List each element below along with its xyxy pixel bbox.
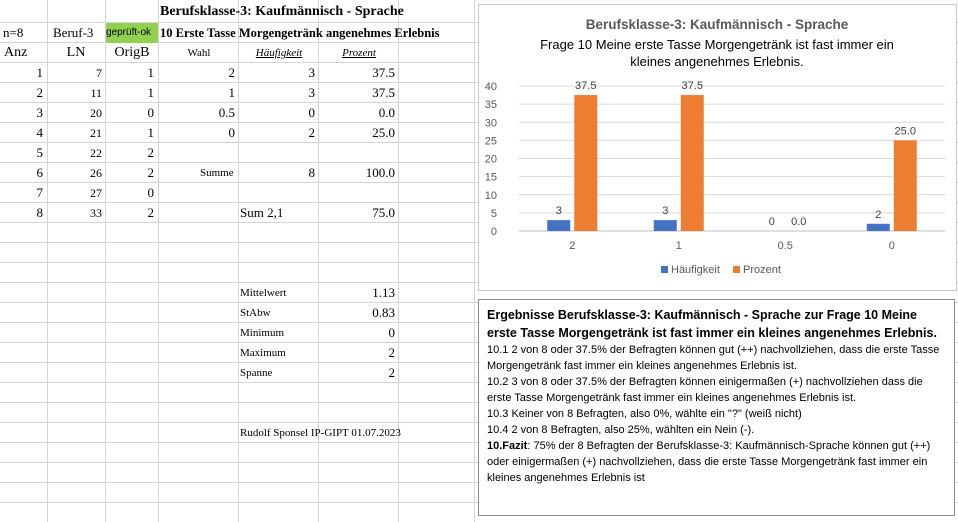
row-ln-cell[interactable]: 11 — [90, 86, 102, 100]
legend-label: Häufigkeit — [671, 264, 720, 276]
freq-wahl[interactable]: 0.5 — [218, 105, 235, 120]
row-anz-cell[interactable]: 7 — [36, 185, 43, 200]
freq-haeufigkeit[interactable]: 2 — [308, 125, 315, 140]
row-origb-cell[interactable]: 2 — [147, 165, 154, 180]
stat-value[interactable]: 2 — [388, 345, 395, 360]
stat-label[interactable]: Mittelwert — [240, 287, 287, 299]
y-tick-label: 40 — [484, 81, 497, 93]
stat-value[interactable]: 0.83 — [372, 305, 395, 320]
results-line: 10.1 2 von 8 oder 37.5% der Befragten können gut (++) nachvollziehen, dass die erste Tasse Morgengetränk fast immer ein kleines angenehmes Erlebnis ist. — [487, 344, 940, 372]
summe-label[interactable]: Summe — [200, 167, 234, 179]
summe-value[interactable]: 8 — [308, 165, 315, 180]
y-tick-label: 35 — [484, 99, 497, 112]
row-ln-cell[interactable]: 22 — [90, 146, 102, 160]
row-origb-cell[interactable]: 0 — [147, 105, 154, 120]
row-origb-cell[interactable]: 1 — [147, 85, 154, 100]
bar-chart — [479, 5, 956, 290]
row-origb-cell[interactable]: 1 — [147, 125, 154, 140]
row-anz-cell[interactable]: 1 — [36, 65, 43, 80]
chart-bars — [547, 80, 917, 231]
row-ln-cell[interactable]: 26 — [90, 166, 102, 180]
row-ln-cell[interactable]: 21 — [90, 126, 102, 140]
legend-swatch — [733, 266, 740, 273]
x-tick-label: 0 — [888, 240, 895, 252]
freq-wahl[interactable]: 1 — [228, 85, 235, 100]
x-tick-label: 2 — [569, 240, 576, 252]
bar-prozent — [681, 95, 704, 231]
freq-wahl[interactable]: 2 — [228, 65, 235, 80]
checked-badge[interactable]: geprüft-ok — [106, 23, 158, 43]
results-line: 10.3 Keiner von 8 Befragten, also 0%, wählte ein "?" (weiß nicht) — [487, 408, 802, 420]
row-ln-cell[interactable]: 7 — [96, 66, 102, 80]
row-origb-cell[interactable]: 2 — [147, 205, 154, 220]
bar-prozent — [574, 95, 597, 231]
chart-subtitle-line: kleines angenehmes Erlebnis. — [630, 54, 804, 69]
sum21-label[interactable]: Sum 2,1 — [240, 205, 284, 220]
bar-data-label: 0.0 — [791, 216, 807, 228]
chart-x-axis — [569, 240, 895, 252]
row-origb-cell[interactable]: 2 — [147, 145, 154, 160]
row-origb-cell[interactable]: 0 — [147, 185, 154, 200]
row-anz-cell[interactable]: 3 — [36, 105, 43, 120]
sum21-value[interactable]: 75.0 — [372, 205, 395, 220]
bar-haeufigkeit — [654, 220, 677, 231]
y-tick-label: 15 — [484, 171, 497, 184]
bar-data-label: 0 — [768, 216, 775, 228]
bar-prozent — [894, 140, 917, 231]
chart-title: Berufsklasse-3: Kaufmännisch - Sprache — [585, 17, 849, 32]
row-anz-cell[interactable]: 2 — [36, 85, 43, 100]
freq-prozent[interactable]: 37.5 — [372, 65, 395, 80]
chart-panel[interactable] — [478, 4, 957, 291]
y-tick-label: 0 — [490, 226, 497, 238]
stat-label[interactable]: Spanne — [240, 367, 273, 379]
row-ln-cell[interactable]: 27 — [90, 186, 102, 200]
row-ln-cell[interactable]: 33 — [90, 206, 102, 220]
row-anz-cell[interactable]: 5 — [36, 145, 43, 160]
y-tick-label: 5 — [490, 207, 497, 220]
bar-data-label: 3 — [662, 205, 669, 218]
bar-haeufigkeit — [867, 224, 890, 231]
row-anz-cell[interactable]: 4 — [36, 125, 43, 140]
results-fazit — [487, 438, 946, 486]
fazit-label: 10.Fazit — [487, 440, 528, 452]
stat-label[interactable]: StAbw — [240, 307, 271, 319]
freq-wahl[interactable]: 0 — [228, 125, 235, 140]
row-anz-cell[interactable]: 8 — [36, 205, 43, 220]
freq-prozent[interactable]: 37.5 — [372, 85, 395, 100]
results-textbox[interactable] — [478, 299, 955, 516]
bar-data-label: 37.5 — [575, 80, 597, 93]
bar-data-label: 2 — [875, 208, 882, 221]
results-heading: Ergebnisse Berufsklasse-3: Kaufmännisch - Sprache zur Frage 10 Meine erste Tasse Morgengetränk ist fast immer ein kleines angenehmes Erlebnis. — [487, 308, 937, 340]
freq-prozent[interactable]: 0.0 — [378, 105, 395, 120]
freq-prozent[interactable]: 25.0 — [372, 125, 395, 140]
results-line: 10.2 3 von 8 oder 37.5% der Befragten können einigermaßen (+) nachvollziehen dass die erste Tasse Morgengetränk fast immer ein kleines angenehmes Erlebnis ist. — [487, 376, 923, 404]
header-ln[interactable]: LN — [66, 45, 86, 60]
chart-subtitle-line: Frage 10 Meine erste Tasse Morgengetränk ist fast immer ein — [540, 37, 894, 52]
header-haeufigkeit[interactable]: Häufigkeit — [255, 47, 303, 59]
y-tick-label: 25 — [484, 135, 497, 148]
x-tick-label: 1 — [675, 240, 682, 252]
header-prozent[interactable]: Prozent — [342, 47, 376, 59]
row-anz-cell[interactable]: 6 — [36, 165, 43, 180]
question-label[interactable]: 10 Erste Tasse Morgengetränk angenehmes Erlebnis — [160, 26, 440, 40]
results-line: 10.4 2 von 8 Befragten, also 25%, wählten ein Nein (-). — [487, 424, 755, 436]
stat-value[interactable]: 0 — [388, 325, 395, 340]
fazit-text: : 75% der 8 Befragten der Berufsklasse-3: Kaufmännisch-Sprache können gut (++) oder einigermaßen (+) nachvollziehen, dass die erste Tasse Morgengetränk fast immer ein kleines angenehmes Erlebnis ist — [487, 440, 931, 484]
bar-haeufigkeit — [547, 220, 570, 231]
y-tick-label: 20 — [484, 153, 497, 166]
stat-value[interactable]: 1.13 — [372, 285, 395, 300]
row-ln-cell[interactable]: 20 — [90, 106, 102, 120]
row-origb-cell[interactable]: 1 — [147, 65, 154, 80]
n-label[interactable]: n=8 — [3, 25, 24, 40]
bar-data-label: 37.5 — [681, 80, 703, 93]
stat-value[interactable]: 2 — [388, 365, 395, 380]
y-tick-label: 10 — [484, 189, 497, 202]
stat-label[interactable]: Maximum — [240, 347, 286, 359]
header-wahl[interactable]: Wahl — [187, 47, 211, 59]
freq-haeufigkeit[interactable]: 3 — [308, 65, 315, 80]
chart-legend — [661, 264, 781, 276]
freq-haeufigkeit[interactable]: 3 — [308, 85, 315, 100]
y-tick-label: 30 — [484, 117, 497, 130]
header-origb[interactable]: OrigB — [114, 45, 150, 60]
bar-data-label: 25.0 — [894, 125, 916, 138]
summe-prozent[interactable]: 100.0 — [365, 165, 395, 180]
header-anz[interactable]: Anz — [4, 45, 28, 60]
legend-swatch — [661, 266, 668, 273]
stat-label[interactable]: Minimum — [240, 327, 285, 339]
freq-haeufigkeit[interactable]: 0 — [308, 105, 315, 120]
chart-y-axis — [485, 81, 497, 238]
beruf-label[interactable]: Beruf-3 — [53, 25, 94, 40]
sheet-title[interactable]: Berufsklasse-3: Kaufmännisch - Sprache — [160, 4, 404, 19]
credit-text[interactable]: Rudolf Sponsel IP-GIPT 01.07.2023 — [240, 427, 401, 439]
legend-label: Prozent — [743, 264, 781, 276]
bar-data-label: 3 — [555, 205, 562, 218]
x-tick-label: 0.5 — [777, 240, 793, 252]
